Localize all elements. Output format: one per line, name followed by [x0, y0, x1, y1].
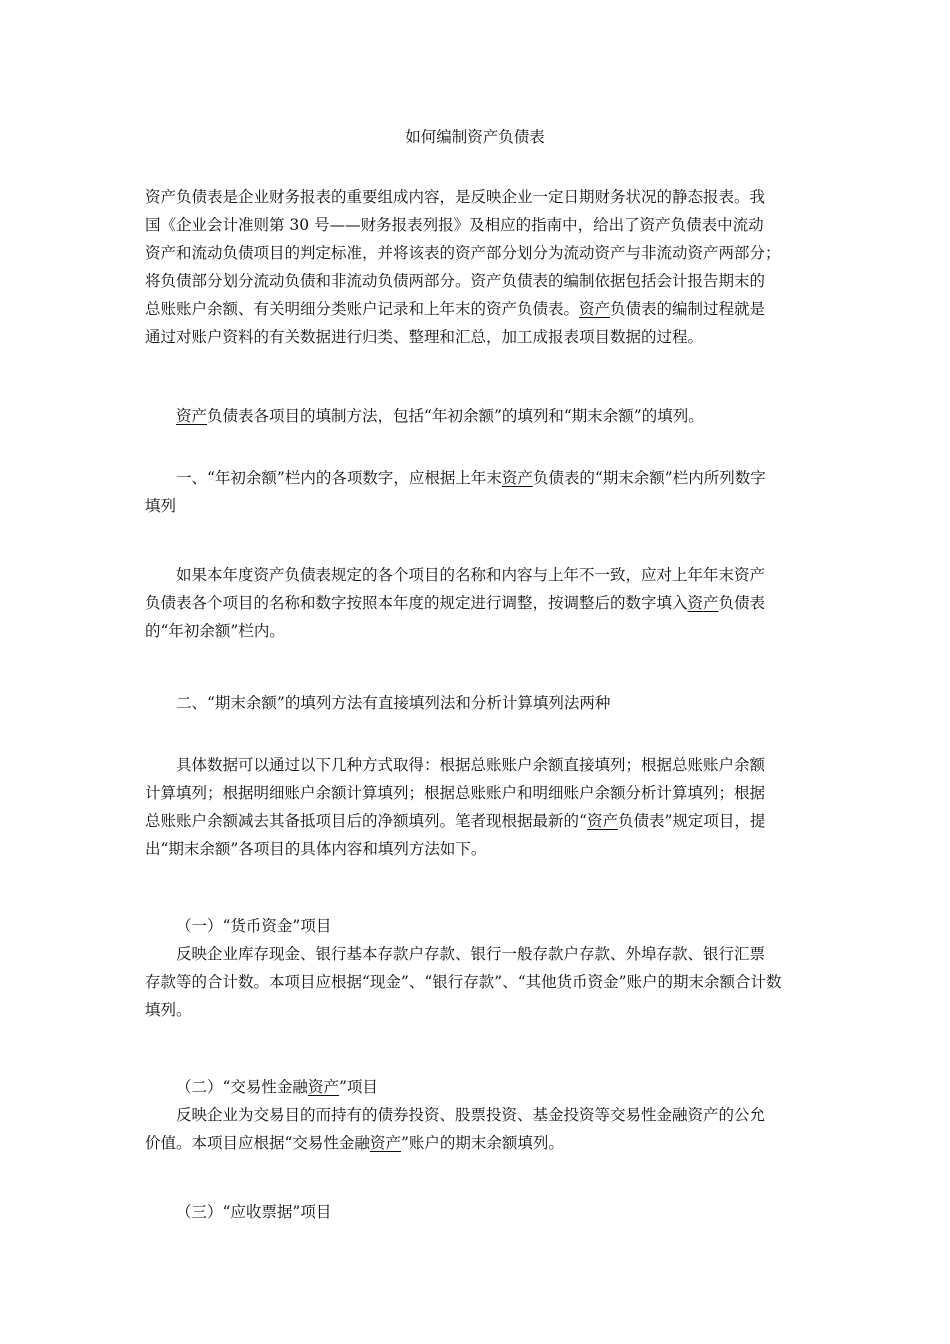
methods-paragraph: [145, 402, 810, 430]
asset-link[interactable]: 资产: [579, 300, 611, 318]
intro-paragraph: [145, 183, 810, 351]
asset-link[interactable]: 资产: [501, 469, 533, 487]
intro-line: 资产和流动负债项目的判定标准，并将该表的资产部分划分为流动资产与非流动资产两部分；: [145, 244, 781, 262]
item-trading-text: 价值。本项目应根据“交易性金融: [145, 1134, 370, 1152]
intro-line: 资产负债表是企业财务报表的重要组成内容，是反映企业一定日期财务状况的静态报表。我: [145, 188, 766, 206]
detail-text: 负债表”规定项目，提: [617, 812, 766, 830]
asset-link[interactable]: 资产: [586, 812, 618, 830]
adjust-line: [145, 589, 810, 617]
item-trading-text: ”账户的期末余额填列。: [400, 1134, 564, 1152]
section-one-text: 一、“年初余额”栏内的各项数字，应根据上年末: [176, 469, 502, 487]
item-trading-text: （二）“交易性金融: [176, 1078, 308, 1096]
asset-link[interactable]: 资产: [176, 407, 208, 425]
section-one-line: [145, 464, 810, 492]
item-cash-line: 反映企业库存现金、银行基本存款户存款、银行一般存款户存款、外埠存款、银行汇票: [176, 945, 766, 963]
adjust-text: 负债表各个项目的名称和数字按照本年度的规定进行调整，按调整后的数字填入: [145, 594, 688, 612]
intro-line: 通过对账户资料的有关数据进行归类、整理和汇总，加工成报表项目数据的过程。: [145, 328, 704, 346]
item-trading-line: 反映企业为交易目的而持有的债券投资、股票投资、基金投资等交易性金融资产的公允: [176, 1106, 766, 1124]
item-trading-heading: [145, 1073, 810, 1101]
detail-line: 计算填列；根据明细账户余额计算填列；根据总账账户和明细账户余额分析计算填列；根据: [145, 784, 766, 802]
adjust-text: 负债表: [718, 594, 766, 612]
item-trading-assets: [145, 1073, 810, 1157]
intro-line: 将负债部分划分流动负债和非流动负债两部分。资产负债表的编制依据包括会计报告期末的: [145, 272, 766, 290]
item-cash-line: 存款等的合计数。本项目应根据“现金”、“银行存款”、“其他货币资金”账户的期末余额合计数: [145, 973, 782, 991]
intro-line: 国《企业会计准则第 30 号——财务报表列报》及相应的指南中，给出了资产负债表中流动: [145, 216, 764, 234]
detail-line: [145, 807, 810, 835]
section-one-text: 负债表的“期末余额”栏内所列数字: [532, 469, 766, 487]
item-cash-line: 填列。: [145, 1001, 192, 1019]
adjust-line: 的“年初余额”栏内。: [145, 622, 285, 640]
item-cash-heading: （一）“货币资金”项目: [176, 917, 332, 935]
detail-text: 总账账户余额减去其备抵项目后的净额填列。笔者现根据最新的“: [145, 812, 587, 830]
item-trading-line: [145, 1129, 810, 1157]
detail-paragraph: [145, 751, 810, 863]
asset-link[interactable]: 资产: [687, 594, 719, 612]
detail-line: 出“期末余额”各项目的具体内容和填列方法如下。: [145, 840, 487, 858]
item-notes-heading: （三）“应收票据”项目: [176, 1203, 332, 1221]
section-one-line: 填列: [145, 497, 177, 515]
section-one-heading: [145, 464, 810, 520]
asset-link[interactable]: 资产: [307, 1078, 339, 1096]
adjust-paragraph: [145, 561, 810, 645]
methods-text: 负债表各项目的填制方法，包括“年初余额”的填列和“期末余额”的填列。: [207, 407, 704, 425]
intro-text: 总账账户余额、有关明细分类账户记录和上年末的资产负债表。: [145, 300, 580, 318]
intro-line: [145, 295, 810, 323]
intro-text: 负债表的编制过程就是: [610, 300, 766, 318]
asset-link[interactable]: 资产: [369, 1134, 401, 1152]
adjust-line: 如果本年度资产负债表规定的各个项目的名称和内容与上年不一致，应对上年年末资产: [176, 566, 766, 584]
item-cash: [145, 912, 810, 1024]
section-two-heading: 二、“期末余额”的填列方法有直接填列法和分析计算填列法两种: [176, 694, 611, 712]
detail-line: 具体数据可以通过以下几种方式取得：根据总账账户余额直接填列；根据总账账户余额: [176, 756, 766, 774]
document-title: 如何编制资产负债表: [405, 128, 545, 146]
item-trading-text: ”项目: [338, 1078, 378, 1096]
item-notes-receivable: [145, 1198, 810, 1226]
